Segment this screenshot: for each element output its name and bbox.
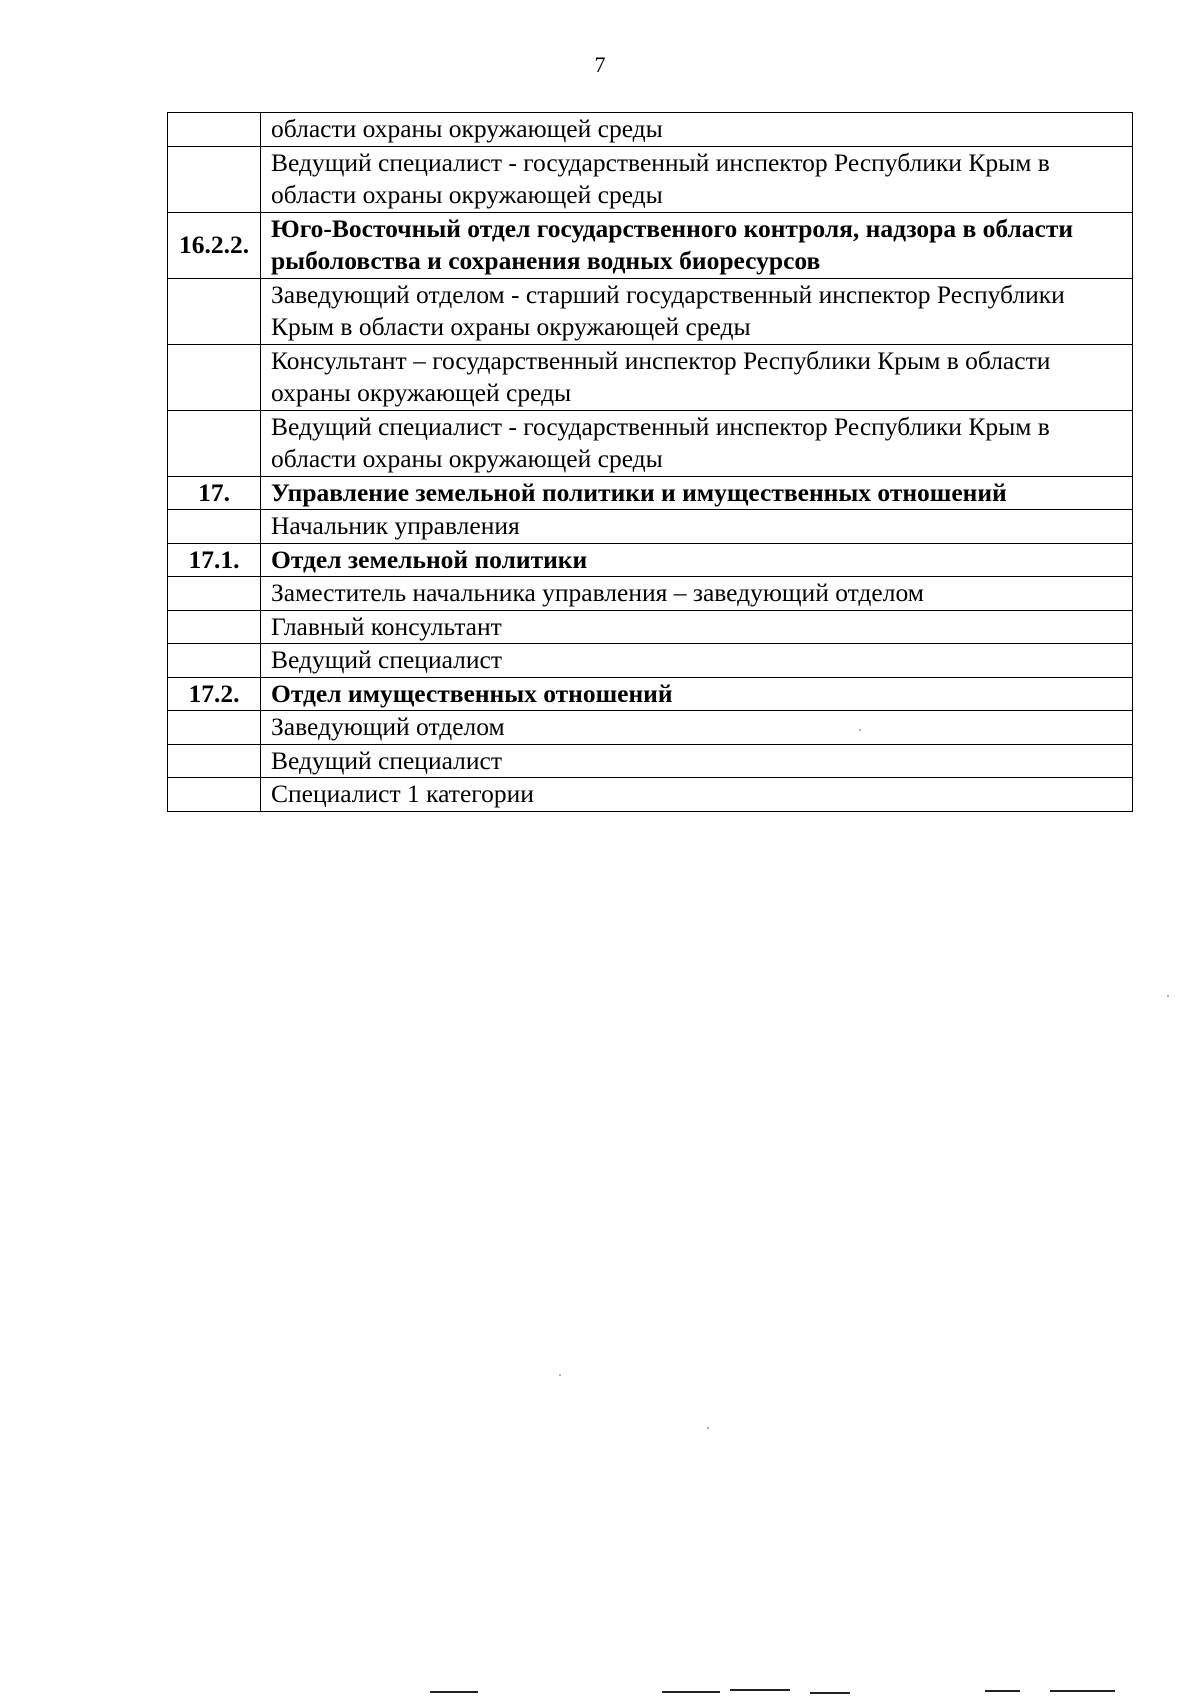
row-number [168,577,261,611]
table-row [168,610,1133,644]
table-row [168,644,1133,678]
table-row [168,577,1133,611]
page-number: 7 [594,52,606,77]
row-number [168,744,261,778]
section-row [168,543,1133,577]
position-title: Специалист 1 категории [261,778,1133,812]
row-number [168,510,261,544]
section-title: Отдел имущественных отношений [261,677,1133,711]
section-row [168,476,1133,510]
staff-positions-table [167,112,1133,812]
staff-table-body [168,113,1133,812]
row-number [168,410,261,476]
table-row [168,344,1133,410]
section-number: 17. [168,476,261,510]
table-row [168,711,1133,745]
section-row [168,677,1133,711]
table-row [168,510,1133,544]
section-title: Юго-Восточный отдел государственного контроля, надзора в области рыболовства и сохранения водных биоресурсов [261,212,1133,278]
position-title: Ведущий специалист - государственный инспектор Республики Крым в области охраны окружающей среды [261,146,1133,212]
section-title: Отдел земельной политики [261,543,1133,577]
table-row [168,278,1133,344]
scan-speck [1167,995,1169,997]
section-number: 17.2. [168,677,261,711]
row-number [168,778,261,812]
table-row [168,146,1133,212]
position-title: Ведущий специалист [261,644,1133,678]
position-title: Консультант – государственный инспектор Республики Крым в области охраны окружающей среды [261,344,1133,410]
row-number [168,278,261,344]
section-number: 17.1. [168,543,261,577]
position-title: Главный консультант [261,610,1133,644]
table-row [168,778,1133,812]
position-title: Ведущий специалист [261,744,1133,778]
row-number [168,610,261,644]
position-title: Заведующий отделом [261,711,1133,745]
row-number [168,644,261,678]
position-title: Начальник управления [261,510,1133,544]
scan-speck [707,1427,709,1429]
table-row [168,744,1133,778]
row-number [168,711,261,745]
position-title: Заведующий отделом - старший государственный инспектор Республики Крым в области охраны окружающей среды [261,278,1133,344]
row-number [168,344,261,410]
position-title: области охраны окружающей среды [261,113,1133,147]
scan-speck [559,1374,561,1376]
section-row [168,212,1133,278]
row-number [168,146,261,212]
position-title: Ведущий специалист - государственный инспектор Республики Крым в области охраны окружающей среды [261,410,1133,476]
section-number: 16.2.2. [168,212,261,278]
table-row [168,410,1133,476]
position-title: Заместитель начальника управления – заведующий отделом [261,577,1133,611]
table-row [168,113,1133,147]
section-title: Управление земельной политики и имущественных отношений [261,476,1133,510]
row-number [168,113,261,147]
